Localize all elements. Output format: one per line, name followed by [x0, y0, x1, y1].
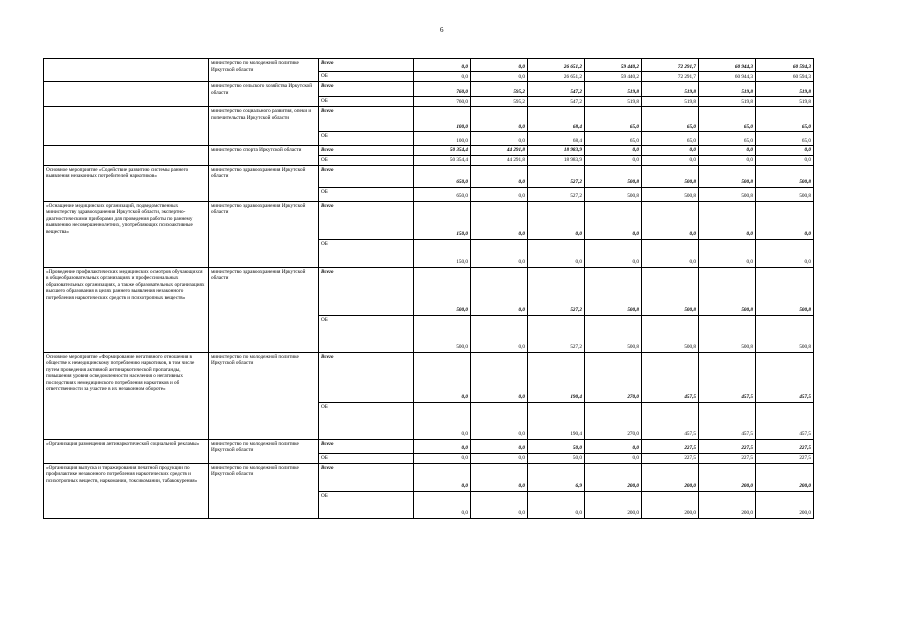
ob-value: 519,8	[585, 97, 642, 107]
activity-description: Основное мероприятие «Формирование негативного отношения в обществе к немедицинскому потреблению наркотиков, в том числе путем проведения активной антинаркотической пропаганды, повышения уровня осведомленности населения о негативных последствиях немедицинского потребления наркотиков и об ответственности за участие в их незаконном обороте»	[44, 352, 209, 439]
executor: министерство социального развития, опеки и попечительства Иркутской области	[209, 107, 319, 146]
total-value: 0,0	[471, 107, 528, 132]
ob-value: 500,8	[756, 187, 814, 201]
total-value: 65,0	[585, 107, 642, 132]
ob-value: 500,8	[699, 315, 756, 352]
ob-value: 0,0	[756, 239, 814, 267]
ob-value: 650,0	[414, 187, 471, 201]
ob-value: 0,0	[471, 402, 528, 439]
ob-value: 0,0	[699, 239, 756, 267]
total-value: 527,2	[528, 267, 585, 315]
ob-value: 50 354,4	[414, 155, 471, 165]
funding-source-ob: ОБ	[319, 187, 414, 201]
ob-value: 227,5	[642, 453, 699, 463]
total-value: 0,0	[528, 201, 585, 239]
ob-value: 0,0	[471, 72, 528, 82]
ob-value: 0,0	[471, 453, 528, 463]
ob-value: 65,0	[642, 132, 699, 146]
total-value: 227,5	[642, 439, 699, 453]
total-value: 18 983,9	[528, 146, 585, 156]
table-row	[44, 107, 814, 132]
ob-value: 0,0	[585, 155, 642, 165]
total-value: 0,0	[471, 201, 528, 239]
funding-source-ob: ОБ	[319, 491, 414, 518]
ob-value: 0,0	[471, 187, 528, 201]
table-row	[44, 165, 814, 187]
activity-description: «Организация размещения антинаркотической социальной рекламы»	[44, 439, 209, 463]
total-value: 270,0	[585, 352, 642, 402]
ob-value: 0,0	[642, 239, 699, 267]
ob-value: 0,0	[414, 402, 471, 439]
ob-value: 270,0	[585, 402, 642, 439]
total-value: 65,0	[756, 107, 814, 132]
total-value: 527,2	[528, 165, 585, 187]
total-value: 0,0	[471, 59, 528, 72]
ob-value: 0,0	[414, 453, 471, 463]
total-value: 500,8	[585, 267, 642, 315]
funding-source-ob: ОБ	[319, 155, 414, 165]
ob-value: 457,5	[642, 402, 699, 439]
total-value: 59 440,2	[585, 59, 642, 72]
total-value: 190,4	[528, 352, 585, 402]
total-value: 65,0	[699, 107, 756, 132]
ob-value: 44 291,8	[471, 155, 528, 165]
table-row	[44, 146, 814, 156]
total-value: 519,8	[699, 82, 756, 97]
total-value: 100,0	[414, 107, 471, 132]
ob-value: 500,8	[699, 187, 756, 201]
ob-value: 760,0	[414, 97, 471, 107]
table-row	[44, 201, 814, 239]
total-value: 0,0	[642, 201, 699, 239]
activity-description: Основное мероприятие «Содействие развитию системы раннего выявления незаконных потребителей наркотиков»	[44, 165, 209, 201]
funding-source-ob: ОБ	[319, 402, 414, 439]
total-value: 595,2	[471, 82, 528, 97]
total-value: 500,0	[414, 267, 471, 315]
total-value: 519,8	[642, 82, 699, 97]
total-value: 44 291,8	[471, 146, 528, 156]
ob-value: 0,0	[471, 491, 528, 518]
executor: министерство по молодежной политике Иркутской области	[209, 352, 319, 439]
ob-value: 0,0	[585, 239, 642, 267]
total-value: 60 594,3	[756, 59, 814, 72]
total-value: 200,0	[699, 463, 756, 491]
ob-value: 500,8	[642, 315, 699, 352]
total-value: 500,8	[756, 267, 814, 315]
ob-value: 100,0	[414, 132, 471, 146]
activity-description	[44, 59, 209, 82]
ob-value: 0,0	[471, 132, 528, 146]
activity-description: «Организация выпуска и тиражирования печатной продукции по профилактике незаконного потребления наркотических средств и психотропных веществ, наркомании, токсикомании, табакокурения»	[44, 463, 209, 518]
ob-value: 519,8	[642, 97, 699, 107]
total-value: 500,8	[642, 267, 699, 315]
total-value: 0,0	[471, 352, 528, 402]
total-value: 0,0	[756, 146, 814, 156]
funding-source-total: Всего	[319, 82, 414, 97]
ob-value: 0,0	[471, 315, 528, 352]
ob-value: 500,8	[642, 187, 699, 201]
total-value: 0,0	[414, 352, 471, 402]
ob-value: 50,0	[528, 453, 585, 463]
funding-source-ob: ОБ	[319, 239, 414, 267]
total-value: 0,0	[414, 439, 471, 453]
total-value: 519,8	[585, 82, 642, 97]
ob-value: 547,2	[528, 97, 585, 107]
ob-value: 519,8	[699, 97, 756, 107]
executor: министерство здравоохранения Иркутской области	[209, 267, 319, 352]
total-value: 650,0	[414, 165, 471, 187]
total-value: 0,0	[585, 146, 642, 156]
total-value: 500,8	[585, 165, 642, 187]
total-value: 72 291,7	[642, 59, 699, 72]
funding-source-total: Всего	[319, 165, 414, 187]
table-body	[44, 59, 814, 519]
ob-value: 150,0	[414, 239, 471, 267]
funding-source-total: Всего	[319, 267, 414, 315]
funding-source-total: Всего	[319, 146, 414, 156]
total-value: 50,0	[528, 439, 585, 453]
total-value: 0,0	[585, 201, 642, 239]
total-value: 500,8	[699, 267, 756, 315]
total-value: 50 354,4	[414, 146, 471, 156]
ob-value: 500,0	[414, 315, 471, 352]
ob-value: 0,0	[414, 491, 471, 518]
total-value: 6,9	[528, 463, 585, 491]
funding-source-ob: ОБ	[319, 97, 414, 107]
total-value: 0,0	[756, 201, 814, 239]
funding-source-total: Всего	[319, 59, 414, 72]
total-value: 457,5	[642, 352, 699, 402]
table-row	[44, 352, 814, 402]
total-value: 0,0	[699, 201, 756, 239]
total-value: 0,0	[471, 463, 528, 491]
total-value: 227,5	[756, 439, 814, 453]
funding-source-ob: ОБ	[319, 453, 414, 463]
ob-value: 500,8	[585, 187, 642, 201]
ob-value: 60 944,3	[699, 72, 756, 82]
ob-value: 0,0	[528, 491, 585, 518]
total-value: 457,5	[756, 352, 814, 402]
ob-value: 457,5	[699, 402, 756, 439]
total-value: 0,0	[642, 146, 699, 156]
ob-value: 190,4	[528, 402, 585, 439]
ob-value: 0,0	[756, 155, 814, 165]
ob-value: 527,2	[528, 187, 585, 201]
ob-value: 59 440,2	[585, 72, 642, 82]
activity-description	[44, 107, 209, 146]
executor: министерство здравоохранения Иркутской области	[209, 201, 319, 267]
total-value: 500,8	[642, 165, 699, 187]
funding-source-total: Всего	[319, 352, 414, 402]
funding-source-total: Всего	[319, 201, 414, 239]
total-value: 227,5	[699, 439, 756, 453]
ob-value: 0,0	[414, 72, 471, 82]
total-value: 500,8	[699, 165, 756, 187]
budget-table	[43, 58, 814, 519]
ob-value: 0,0	[585, 453, 642, 463]
total-value: 200,0	[642, 463, 699, 491]
ob-value: 519,8	[756, 97, 814, 107]
ob-value: 500,8	[585, 315, 642, 352]
ob-value: 0,0	[699, 155, 756, 165]
activity-description	[44, 82, 209, 107]
ob-value: 200,0	[642, 491, 699, 518]
total-value: 68,4	[528, 107, 585, 132]
executor: министерство спорта Иркутской области	[209, 146, 319, 166]
ob-value: 0,0	[471, 239, 528, 267]
table-row	[44, 82, 814, 97]
ob-value: 65,0	[585, 132, 642, 146]
executor: министерство по молодежной политике Иркутской области	[209, 439, 319, 463]
total-value: 500,8	[756, 165, 814, 187]
executor: министерство по молодежной политике Иркутской области	[209, 463, 319, 518]
ob-value: 65,0	[699, 132, 756, 146]
ob-value: 0,0	[642, 155, 699, 165]
total-value: 0,0	[699, 146, 756, 156]
ob-value: 227,5	[756, 453, 814, 463]
ob-value: 26 651,2	[528, 72, 585, 82]
table-row	[44, 267, 814, 315]
ob-value: 500,8	[756, 315, 814, 352]
ob-value: 68,4	[528, 132, 585, 146]
ob-value: 0,0	[528, 239, 585, 267]
table-row	[44, 59, 814, 72]
ob-value: 65,0	[756, 132, 814, 146]
activity-description	[44, 146, 209, 166]
ob-value: 72 291,7	[642, 72, 699, 82]
total-value: 0,0	[585, 439, 642, 453]
ob-value: 457,5	[756, 402, 814, 439]
funding-source-total: Всего	[319, 463, 414, 491]
total-value: 65,0	[642, 107, 699, 132]
total-value: 150,0	[414, 201, 471, 239]
table-row	[44, 439, 814, 453]
executor: министерство здравоохранения Иркутской области	[209, 165, 319, 201]
page-number: 6	[440, 26, 444, 34]
ob-value: 227,5	[699, 453, 756, 463]
ob-value: 200,0	[585, 491, 642, 518]
ob-value: 200,0	[756, 491, 814, 518]
executor: министерство по молодежной политике Иркутской области	[209, 59, 319, 82]
total-value: 457,5	[699, 352, 756, 402]
total-value: 0,0	[471, 165, 528, 187]
funding-source-total: Всего	[319, 439, 414, 453]
total-value: 0,0	[414, 59, 471, 72]
funding-source-ob: ОБ	[319, 315, 414, 352]
total-value: 0,0	[471, 267, 528, 315]
total-value: 200,0	[585, 463, 642, 491]
total-value: 60 944,3	[699, 59, 756, 72]
total-value: 547,2	[528, 82, 585, 97]
ob-value: 595,2	[471, 97, 528, 107]
total-value: 0,0	[414, 463, 471, 491]
ob-value: 527,2	[528, 315, 585, 352]
activity-description: «Оснащение медицинских организаций, подведомственных министерству здравоохранения Иркутской области, экспертно-диагностическими приборами для проведения работы по раннему выявлению несовершеннолетних, употребляющих психоактивные вещества»	[44, 201, 209, 267]
ob-value: 18 983,9	[528, 155, 585, 165]
ob-value: 60 594,3	[756, 72, 814, 82]
total-value: 0,0	[471, 439, 528, 453]
funding-source-ob: ОБ	[319, 132, 414, 146]
ob-value: 200,0	[699, 491, 756, 518]
activity-description: «Проведение профилактических медицинских осмотров обучающихся в общеобразовательных организациях и профессиональных образовательных организациях, а также образовательных организациях высшего образования в целях раннего выявления незаконного потребления наркотических средств и психотропных веществ»	[44, 267, 209, 352]
total-value: 200,0	[756, 463, 814, 491]
funding-source-total: Всего	[319, 107, 414, 132]
total-value: 519,8	[756, 82, 814, 97]
table-row	[44, 463, 814, 491]
total-value: 26 651,2	[528, 59, 585, 72]
funding-source-ob: ОБ	[319, 72, 414, 82]
executor: министерство сельского хозяйства Иркутской области	[209, 82, 319, 107]
total-value: 760,0	[414, 82, 471, 97]
